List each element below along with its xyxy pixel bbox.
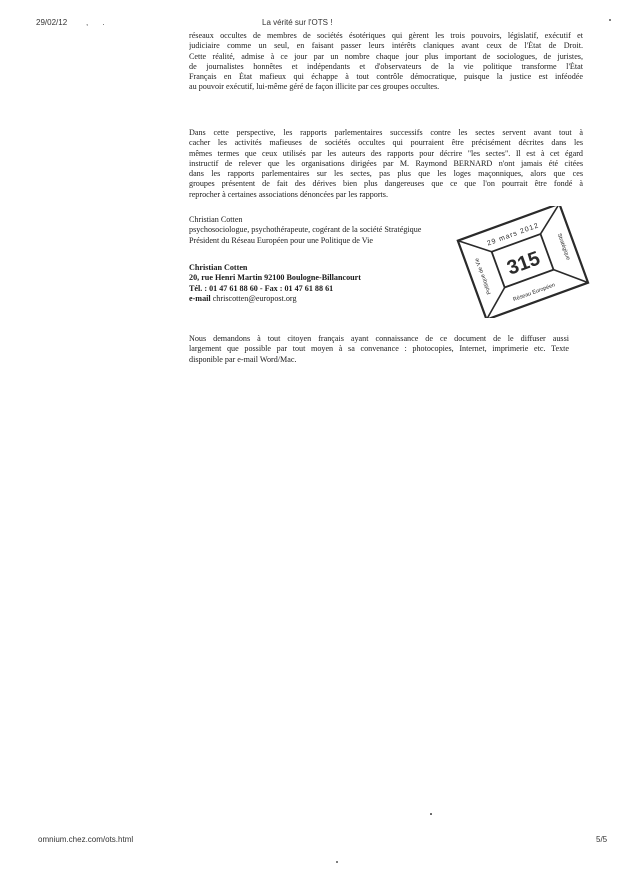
p2-line: instructif de relever que les organisations dirigées par M. Raymond BERNARD n'ont jamais été citées (189, 158, 583, 168)
p1-line: au pouvoir exécutif, lui-même géré de façon illicite par ces groupes occultes. (189, 82, 440, 92)
contact-block (189, 263, 361, 304)
stamp-bottom-text: Réseau Européen (512, 282, 557, 304)
contact-name: Christian Cotten (189, 263, 248, 272)
contact-email[interactable]: chriscotten@europost.org (212, 293, 297, 303)
signature-name: Christian Cotten (189, 215, 243, 224)
stamp-number: 315 (504, 247, 544, 280)
footer-url[interactable]: omnium.chez.com/ots.html (38, 835, 134, 844)
p1-line: judiciaire comme un seul, en faisant passer leurs intérêts claniques avant ceux de l'État de Droit. (189, 41, 583, 51)
p2-line: mêmes termes que ceux utilisés par les auteurs des rapports pour décrire "les sectes". Il est à cet égard (189, 148, 583, 158)
stamp-graphic (455, 206, 590, 318)
print-marks: , . (86, 18, 111, 27)
paragraph-3 (189, 334, 569, 365)
paragraph-1 (189, 31, 583, 93)
contact-address: 20, rue Henri Martin 92100 Boulogne-Billancourt (189, 273, 361, 283)
p2-line: cacher les activités mafieuses de sociétés occultes qui pourraient être précisément décrites dans les (189, 138, 583, 148)
stamp-date: 29 mars 2012 (486, 222, 541, 248)
signature-title: Président du Réseau Européen pour une Politique de Vie (189, 235, 373, 245)
p2-line: dans les rapports parlementaires sur les sectes, pas plus que les loges maçonniques, alors que ces (189, 169, 583, 179)
received-stamp (455, 206, 590, 318)
stamp-right-text: Stratégique (555, 232, 571, 262)
page-number: 5/5 (596, 835, 608, 844)
p1-line: réseaux occultes de membres de sociétés ésotériques qui gèrent les trois pouvoirs, législatif, exécutif et (189, 31, 583, 40)
stamp-left-text: Politique de Vie (474, 257, 493, 295)
p2-line: groupes présentent de fait des dérives bien plus dangereuses que ce que l'on pourrait être fondé à (189, 179, 583, 189)
print-date: 29/02/12 (36, 18, 68, 27)
p1-line: Français en État mafieux qui échappe à tout contrôle démocratique, puisque la justice est inféodée (189, 72, 583, 82)
p3-line: largement que possible par tout moyen à sa convenance : photocopies, Internet, imprimerie etc. Texte (189, 344, 569, 354)
page-title: La vérité sur l'OTS ! (262, 18, 333, 27)
scan-speck (336, 861, 338, 863)
p3-line: disponible par e-mail Word/Mac. (189, 354, 297, 364)
p2-line: reprocher à certaines associations dénoncées par les rapports. (189, 189, 388, 199)
p3-line: Nous demandons à tout citoyen français ayant connaissance de ce document de le diffuser aussi (189, 334, 569, 343)
p1-line: de journalistes honnêtes et indépendants et d'observateurs de la vie politique transforme l'État (189, 61, 583, 71)
p2-line: Dans cette perspective, les rapports parlementaires successifs contre les sectes servent avant tout à (189, 128, 583, 137)
contact-phone: Tél. : 01 47 61 88 60 - Fax : 01 47 61 88 61 (189, 283, 334, 293)
signature-block (189, 215, 421, 246)
scan-speck (609, 19, 611, 21)
signature-role: psychosociologue, psychothérapeute, cogérant de la société Stratégique (189, 225, 422, 235)
scan-speck (430, 813, 432, 815)
contact-email-row (189, 294, 361, 304)
contact-email-label: e-mail (189, 293, 211, 303)
p1-line: Cette réalité, admise à ce jour par un nombre chaque jour plus important de sociologues, de juristes, (189, 51, 583, 61)
paragraph-2 (189, 128, 583, 200)
